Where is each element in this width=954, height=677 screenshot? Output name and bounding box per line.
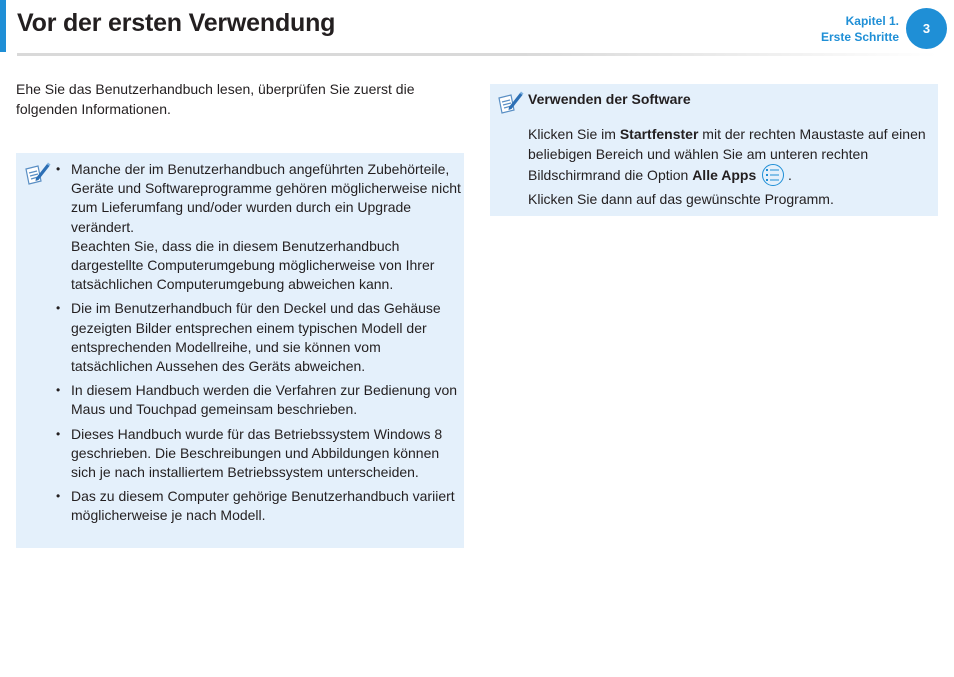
list-item <box>56 381 461 419</box>
instruction-paragraph-2: Klicken Sie dann auf das gewünschte Programm. <box>528 191 834 207</box>
bullet: • <box>56 489 61 504</box>
instruction-end: . <box>784 167 792 183</box>
list-item-text-continued: Beachten Sie, dass die in diesem Benutzerhandbuch dargestellte Computerumgebung möglicherweise von Ihrer tatsächlichen Computerumgebung abweichen kann. <box>71 237 435 293</box>
bullet: • <box>56 301 61 316</box>
list-item <box>56 299 461 376</box>
start-screen-term: Startfenster <box>619 126 699 142</box>
list-item-text: Das zu diesem Computer gehörige Benutzerhandbuch variiert möglicherweise je nach Modell. <box>71 488 455 524</box>
note-list <box>56 160 461 531</box>
note-pencil-icon <box>23 161 51 187</box>
list-item-text: Die im Benutzerhandbuch für den Deckel und das Gehäuse gezeigten Bilder entsprechen einem typischen Modell der entsprechenden Modellreihe, und sie können vom tatsächlichen Aussehen des Geräts abweichen. <box>71 300 441 375</box>
page-number-badge <box>906 8 947 49</box>
chapter-number: Kapitel 1. <box>845 14 899 28</box>
list-item-text: Manche der im Benutzerhandbuch angeführten Zubehörteile, Geräte und Softwareprogramme gehören möglicherweise nicht zum Lieferumfang und/oder wurden durch ein Upgrade verändert. <box>71 161 461 235</box>
note-body <box>528 124 933 209</box>
list-item <box>56 425 461 483</box>
instruction-paragraph <box>528 124 933 186</box>
chapter-label <box>821 13 899 45</box>
header-divider <box>17 53 937 56</box>
instruction-text: Klicken Sie im <box>528 126 620 142</box>
list-item-text: Dieses Handbuch wurde für das Betriebssystem Windows 8 geschrieben. Die Beschreibungen und Abbildungen können sich je nach installiertem Betriebssystem unterscheiden. <box>71 425 443 481</box>
bullet: • <box>56 383 61 398</box>
page-number: 3 <box>922 21 931 36</box>
bullet: • <box>56 162 61 176</box>
list-item-text: In diesem Handbuch werden die Verfahren zur Bedienung von Maus und Touchpad gemeinsam beschrieben. <box>71 382 458 418</box>
header-accent-bar <box>0 0 6 52</box>
note-box-software <box>490 84 938 216</box>
all-apps-term: Alle Apps <box>692 167 757 183</box>
list-item <box>56 487 461 525</box>
bullet: • <box>56 426 61 441</box>
chapter-title: Erste Schritte <box>820 30 899 44</box>
all-apps-icon <box>762 164 784 186</box>
page-title: Vor der ersten Verwendung <box>17 9 336 37</box>
instruction-text: mit der rechten Maustaste auf einen beliebigen Bereich und wählen Sie am unteren rechten Bildschirmrand die Option <box>528 126 926 183</box>
intro-text: Ehe Sie das Benutzerhandbuch lesen, überprüfen Sie zuerst die folgenden Informationen. <box>16 81 415 117</box>
note-heading: Verwenden der Software <box>528 91 691 107</box>
list-item <box>56 160 461 294</box>
note-box-general <box>16 153 464 548</box>
note-pencil-icon <box>496 90 524 116</box>
